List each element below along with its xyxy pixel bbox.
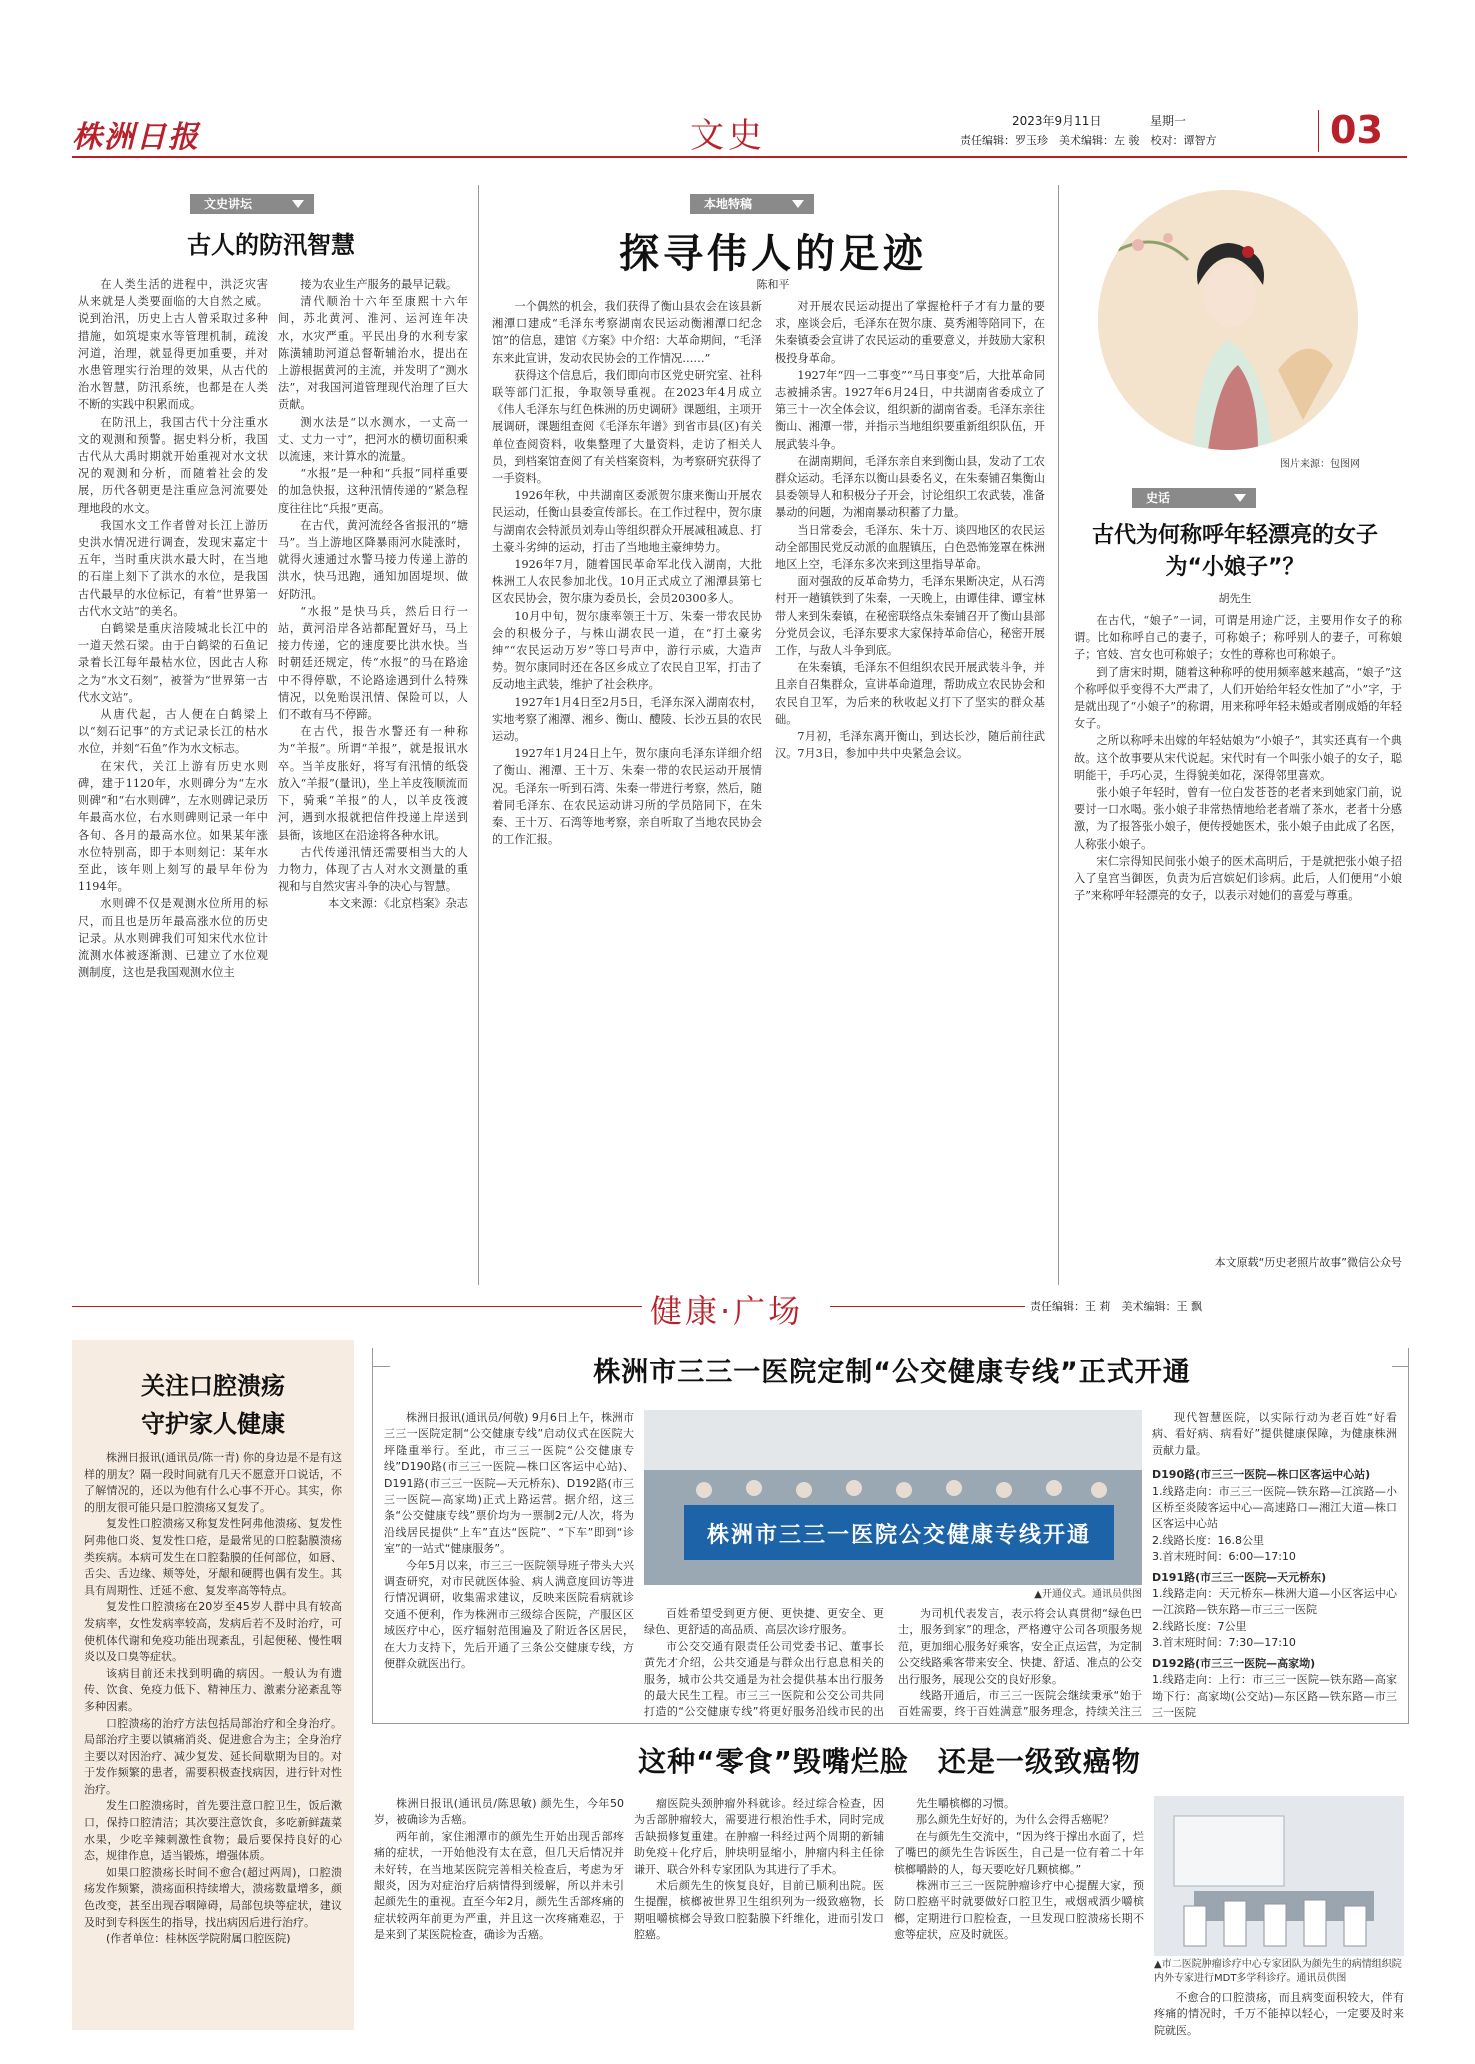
- right-article-body: 在古代，“娘子”一词，可谓是用途广泛，主要用作女子的称谓。比如称呼自己的妻子，可称娘子；称呼别人的妻子，可称娘子；官妓、宫女也可称娘子；女性的尊称也可称娘子。 到了唐宋时期，随着这种称呼的使用频率越来越高，“娘子”这个称呼似乎变得不大严肃了，人们开始给年轻女性加了“小”字，于是就出现了“小娘子”的称谓，用来称呼年轻未婚或者刚成婚的年轻女子。 之所以称呼未出嫁的年轻姑娘为“小娘子”，其实还真有一个典故。这个故事要从宋代说起。宋代时有一个叫张小娘子的女子，聪明能干，手巧心灵，生得貌美如花，深得邻里喜欢。 张小娘子年轻时，曾有一位白发苍苍的老者来到她家门前，说要讨一口水喝。张小娘子非常热情地给老者端了茶水，老者十分感激，为了报答张小娘子，便传授她医术，张小娘子由此成了名医，人称张小娘子。 宋仁宗得知民间张小娘子的医术高明后，于是就把张小娘子招入了皇宫当御医，负责为后宫嫔妃们诊病。此后，人们便用“小娘子”来称呼年轻漂亮的女子，以表示对她们的喜爱与尊重。: [1074, 614, 1402, 903]
- route-name: D190路(市三三一医院—株口区客运中心站): [1152, 1468, 1371, 1482]
- bus-article-col3: 为司机代表发言，表示将会认真贯彻“绿色巴士，服务到家”的理念，严格遵守公司各项服务规范，更加细心服务好乘客，安全正点运营，为定制公交线路乘客带来安全、快捷、舒适、准点的公交出行服务，展现公交的良好形象。 线路开通后，市三三一医院会继续秉承“始于百姓需要，终于百姓满意”服务理念，持续关注三: [898, 1607, 1142, 1718]
- route-length: 2.线路长度：16.8公里: [1152, 1533, 1264, 1547]
- ancient-lady-image: [1098, 190, 1358, 450]
- center-article-col2: 对开展农民运动提出了掌握枪杆子才有力量的要求，座谈会后，毛泽东在贺尔康、莫秀湘等陪同下，在朱秦镇委会宣讲了农民运动的重要意义，并鼓励大家积极投身革命。 1927年“四一二事变”“马日事变”后，大批革命同志被捕杀害。1927年6月24日，中共湖南省委成立了第三十一次全体会议，组织新的湖南省委。毛泽东亲往衡山、湘潭一带，并指示当地组织要重新组织队伍，开展武装斗争。 在湖南期间，毛泽东亲自来到衡山县，发动了工农群众运动。毛泽东以衡山县委名义，在朱秦铺召集衡山县委领导人和积极分子开会，讨论组织工农武装，准备暴动的问题，为湘南暴动积蓄了力量。 当日常委会，毛泽东、朱十万、谈四地区的农民运动全部围民党反动派的血腥镇压，白色恐怖笼罩在株洲地区上空，毛泽东多次来到这里指导革命。 面对强敌的反革命势力，毛泽东果断决定，从石湾村开一趟镇铁到了朱秦，一天晚上，由谭佳律、谭宝林带人来到朱秦镇，在秘密联络点朱秦铺召开了衡山县部分党员会议，毛泽东要求大家保持革命信心，秘密开展工作，与敌人斗争到底。 在朱秦镇，毛泽东不但组织农民开展武装斗争，并且亲自召集群众，宣讲革命道理，帮助成立农民协会和农民自卫军，为后来的秋收起义打下了坚实的群众基础。 7月初，毛泽东离开衡山，到达长沙，随后前往武汉。7月3日，参加中共中央紧急会议。: [775, 300, 1045, 761]
- left-article-col2: 接为农业生产服务的最早记载。 清代顺治十六年至康熙十六年间，苏北黄河、淮河、运河连年决水，水灾严重。平民出身的水利专家陈潢辅助河道总督靳辅治水，提出在上游根据黄河的主流，并发明了“测水法”，对我国河道管理现代治理了巨大贡献。 测水法是“以水测水，一丈高一丈、丈力一寸”，把河水的横切面积乘以流速，来计算水的流量。 “水报”是一种和“兵报”同样重要的加急快报，这种汛情传递的“紧急程度往往比“兵报”更高。 在古代，黄河流经各省报汛的“塘马”。当上游地区降暴雨河水陡涨时，就得火速通过水警马接力传递上游的洪水，快马迅跑，通知加固堤坝、做好防汛。 “水报”是快马兵，然后日行一站，黄河沿岸各站都配置好马，马上接力传递，它的速度要比洪水快。当时朝廷还规定，传“水报”的马在路途中不得停歇，不论路途遇到什么特殊情况，以免贻误汛情、保险可以，人们不敢有马不停蹄。 在古代，报告水警还有一种称为“羊报”。所谓“羊报”，就是报讯水卒。当羊皮胀好，将写有汛情的纸袋放入“羊报”(量讯)，坐上羊皮筏顺流而下，骑乘“羊报”的人，以羊皮筏渡河，遇到水报就把信件投递上岸送到县衙，该地区在沿途将各种水讯。 古代传递汛情还需要相当大的人力物力，体现了古人对水文测量的重视和与自然灾害斗争的决心与智慧。 本文来源：《北京档案》杂志: [278, 278, 468, 911]
- masthead: [0, 0, 1475, 160]
- left-article-title: 古人的防汛智慧: [187, 231, 355, 259]
- masthead-editors: 责任编辑：罗玉珍 美术编辑：左 骏 校对：谭智方: [960, 134, 1217, 147]
- bus-article-col1: 株洲日报讯(通讯员/何敬) 9月6日上午，株洲市三三一医院定制“公交健康专线”启动仪式在医院大坪隆重举行。至此，市三三一医院“公交健康专线”D190路(市三三一医院—株口区客运中心站)、D191路(市三三一医院—天元桥东)、D192路(市三三一医院—高家坳)正式上路运营。据介绍，这三条“公交健康专线”票价均为一票制2元/人次，将为沿线居民提供“上车”直达“医院”、“下车”即到“诊室”的一站式“健康服务”。 今年5月以来，市三三一医院领导班子带头大兴调查研究，对市民就医体验、病人满意度回访等进行情况调研，收集需求建议，反映来医院看病就诊交通不便利，作为株洲市三级综合医院，产服区区域医疗中心，医疗辐射范围遍及了附近各区居民，在大力支持下，先后开通了三条公交健康专线，方便群众就医出行。: [384, 1411, 634, 1671]
- route-d192: [1152, 1656, 1397, 1718]
- right-article-title: 古代为何称呼年轻漂亮的女子为“小娘子”？: [1091, 523, 1378, 580]
- lady-illustration: [1098, 190, 1358, 450]
- snack-article-col2: 瘤医院头颈肿瘤外科就诊。经过综合检查，因为舌部肿瘤较大，需要进行根治性手术，同时完成舌缺损修复重建。在肿瘤一科经过两个周期的新辅助免疫＋化疗后，肿块明显缩小，肿瘤内科主任徐谦开、联合外科专家团队为其进行了手术。 术后颜先生的恢复良好，目前已顺利出院。医生提醒，槟榔被世界卫生组织列为一级致癌物，长期咀嚼槟榔会导致口腔黏膜下纤维化，进而引发口腔癌。: [634, 1797, 884, 1942]
- route-d191: [1152, 1570, 1397, 1652]
- section-tag-bendi-tegao: 本地特稿: [690, 194, 814, 214]
- page-number: 03: [1330, 108, 1383, 152]
- oral-article-title-line1: 关注口腔溃疡: [141, 1372, 285, 1400]
- right-article-source: 本文原载“历史老照片故事”微信公众号: [1214, 1256, 1402, 1269]
- section-title: 文史: [690, 116, 766, 156]
- photo-banner-text: 株洲市三三一医院公交健康专线开通: [706, 1523, 1091, 1548]
- route-name: D191路(市三三一医院—天元桥东): [1152, 1570, 1327, 1584]
- snack-article-col4: 不愈合的口腔溃疡，而且病变面积较大，伴有疼痛的情况时，千万不能掉以轻心，一定要及时来院就医。: [1154, 1991, 1404, 2037]
- route-time: 3.首末班时间：6:00—17:10: [1152, 1550, 1296, 1564]
- right-article-author: 胡先生: [1218, 592, 1252, 605]
- image-source-caption: 图片来源：包图网: [1280, 459, 1360, 470]
- left-article-col1: 在人类生活的进程中，洪泛灾害从来就是人类要面临的大自然之威。说到治汛，历史上古人曾采取过多种措施，如筑堤束水等管理机制，疏浚河道，治理，就显得更加重要，并对水患管理实行治理的效果，从古代的治水智慧，防汛系统，也都是在人类不断的实践中积累而成。 在防汛上，我国古代十分注重水文的观测和预警。据史料分析，我国古代从大禹时期就开始重视对水文状况的观测和分析，而随着社会的发展，历代各朝更是注重应急河流要处理地段的水文。 我国水文工作者曾对长江上游历史洪水情况进行调查，发现宋嘉定十五年，当时重庆洪水最大时，在当地的石崖上刻下了洪水的水位，是我国古代最早的水位标记，有着“世界第一古代水文站”的美名。 白鹤梁是重庆涪陵城北长江中的一道天然石梁。由于白鹤梁的石鱼记录着长江每年最枯水位，因此古人称之为“水文石刻”，被誉为“世界第一古代水文站”。 从唐代起，古人便在白鹤梁上以“刻石记事”的方式记录长江的枯水水位，并刻“石鱼”作为水文标志。 在宋代，关江上游有历史水则碑，建于1120年，水则碑分为“左水则碑”和“右水则碑”，左水则碑记录历年最高水位，右水则碑则记录一年中各旬、各月的最高水位。如果某年涨水位特别高，即于本则刻记：某年水至此，该年则上刻写的最早年份为1194年。 水则碑不仅是观测水位所用的标尺，而且也是历年最高涨水位的历史记录。从水则碑我们可知宋代水位计流测水体被逐渐测、已建立了水位观测制度，这也是我国观测水位主: [78, 278, 268, 980]
- route-stops: 1.线路走向：天元桥东—株洲大道—小区客运中心—江滨路—铁东路—市三三一医院: [1152, 1587, 1397, 1617]
- mdt-photo-caption: ▲市二医院肿瘤诊疗中心专家团队为颜先生的病情组织院内外专家进行MDT多学科诊疗。通讯员供图: [1154, 1959, 1402, 1984]
- center-article-author: 陈和平: [756, 278, 790, 291]
- bus-article-col4: 现代智慧医院，以实际行动为老百姓“好看病、看好病、病看好”提供健康保障，为健康株洲贡献力量。 D190路(市三三一医院—株口区客运中心站) 1.线路走向：市三三一医院—铁东路—江滨路—小区桥至炎陵客运中心—高速路口—湘江大道—株口区客运中心站 2.线路长度：16.8公里 3.首末班时间：6:00—17:10 D191路(市三三一医院—天元桥东) 1.线路走向：天元桥东—株洲大道—小区客运中心—江滨路—铁东路—市三三一医院 2.线路长度：7公里 3.首末班时间：7:30—17:10 D192路(市三三一医院—高家坳) 1.线路走向：上行：市三三一医院—铁东路—高家坳下行：高家坳(公交站)—东区路—铁东路—市三三一医院: [1152, 1410, 1397, 1718]
- mdt-consultation-photo: [1154, 1796, 1404, 1956]
- center-article-col1: 一个偶然的机会，我们获得了衡山县农会在该县新湘潭口建成“毛泽东考察湖南农民运动衡湘潭口纪念馆”的信息，建馆《方案》中介绍：大革命期间，“毛泽东来此宣讲，发动农民协会的工作情况……” 获得这个信息后，我们即向市区党史研究室、社科联等部门汇报，争取领导重视。在2023年4月成立《伟人毛泽东与红色株洲的历史调研》课题组，主项开展调研，课题组查阅《毛泽东年谱》到省市县(区)有关单位查阅资料，收集整理了大量资料，走访了相关人员，到档案馆查阅了有关档案资料，为考察研究获得了一手资料。 1926年秋，中共湖南区委派贺尔康来衡山开展农民运动，任衡山县委宣传部长。在工作过程中，贺尔康与湖南农会特派员刘寿山等组织群众开展减租减息、打土豪斗劣绅的运动，打击了当地地主豪绅势力。 1926年7月，随着国民革命军北伐入湖南，大批株洲工人农民参加北伐。10月正式成立了湘潭县第七区农民协会，贺尔康为委员长，会员20300多人。 10月中旬，贺尔康率领王十万、朱秦一带农民协会的积极分子，与株山湖农民一道，在“打土豪劣绅”“农民运动万岁”等口号声中，游行示威，大造声势。贺尔康同时还在各区乡成立了农民自卫军，打击了反动地主武装，维护了社会秩序。 1927年1月4日至2月5日，毛泽东深入湖南农村，实地考察了湘潭、湘乡、衡山、醴陵、长沙五县的农民运动。 1927年1月24日上午，贺尔康向毛泽东详细介绍了衡山、湘潭、王十万、朱秦一带的农民运动开展情况。毛泽东一听到石湾、朱秦一带进行考察，然后，随着同毛泽东、在农民运动讲习所的学员陪同下，在朱秦、王十万、石湾等地考察，亲自听取了当地农民协会的工作汇报。: [492, 300, 762, 847]
- center-article-title: 探寻伟人的足迹: [619, 231, 927, 277]
- snack-article-col1: 株洲日报讯(通讯员/陈思敏) 颜先生，今年50岁，被确诊为舌癌。 两年前，家住湘潭市的颜先生开始出现舌部疼痛的症状，一开始他没有太在意，但几天后情况并未好转，在当地某医院完善相关检查后，考虑为牙龈炎，因为对症治疗后病情得到缓解，所以并未引起颜先生的重视。直至今年2月，颜先生舌部疼痛的症状较两年前更为严重，并且这一次疼痛难忍，于是来到了某医院检查，确诊为舌癌。: [374, 1797, 624, 1942]
- ceremony-photo: [644, 1410, 1142, 1585]
- bus-photo-caption: ▲开通仪式。通讯员供图: [1034, 1589, 1142, 1600]
- masthead-weekday: 星期一: [1150, 114, 1187, 128]
- route-stops: 1.线路走向：市三三一医院—铁东路—江滨路—小区桥至炎陵客运中心—高速路口—湘江大道—株口区客运中心站: [1152, 1484, 1397, 1531]
- section-tag-shihua: 史话: [1132, 488, 1256, 508]
- bus-article-title: 株洲市三三一医院定制“公交健康专线”正式开通: [593, 1357, 1191, 1388]
- route-name: D192路(市三三一医院—高家坳): [1152, 1656, 1316, 1670]
- snack-article-title: 这种“零食”毁嘴烂脸 还是一级致癌物: [638, 1745, 1141, 1778]
- oral-article-body: 株洲日报讯(通讯员/陈一青) 你的身边是不是有这样的朋友？隔一段时间就有几天不愿意开口说话，不了解情况的，还以为他有什么心事不开心。其实，你的朋友很可能只是口腔溃疡又复发了。 复发性口腔溃疡又称复发性阿弗他溃疡、复发性阿弗他口炎、复发性口疮，是最常见的口腔黏膜溃疡类疾病。本病可发生在口腔黏膜的任何部位，如唇、舌尖、舌边缘、颊等处，牙龈和硬腭也偶有发生。其具有周期性、迁延不愈、复发率高等特点。 复发性口腔溃疡在20岁至45岁人群中具有较高发病率，女性发病率较高，发病后若不及时治疗，可使机体代谢和免疫功能出现紊乱，引起便秘、慢性咽炎以及口臭等症状。 该病目前还未找到明确的病因。一般认为有遗传、饮食、免疫力低下、精神压力、激素分泌紊乱等多种因素。 口腔溃疡的治疗方法包括局部治疗和全身治疗。局部治疗主要以镇痛消炎、促进愈合为主；全身治疗主要以对因治疗、减少复发、延长间歇期为目的。对于发作频繁的患者，需要积极查找病因，进行针对性治疗。 发生口腔溃疡时，首先要注意口腔卫生，饭后漱口，保持口腔清洁；其次要注意饮食，多吃新鲜蔬菜水果，少吃辛辣刺激性食物；最后要保持良好的心态，规律作息，适当锻炼，增强体质。 如果口腔溃疡长时间不愈合(超过两周)，口腔溃疡发作频繁，溃疡面积持续增大，溃疡数量增多，颜色改变，甚至出现吞咽障碍，局部包块等症状，建议及时到专科医生的指导，找出病因后进行治疗。 (作者单位：桂林医学院附属口腔医院): [84, 1451, 342, 1946]
- section-tag-wenshi-jiangtan: 文史讲坛: [190, 194, 314, 214]
- bus-article-col2: 百姓希望受到更方便、更快捷、更安全、更绿色、更舒适的高品质、高层次诊疗服务。 市公交交通有限责任公司党委书记、董事长黄先才介绍，公共交通是与群众出行息息相关的服务，城市公共交通是为社会提供基本出行服务的最大民生工程。市三三一医院和公交公司共同打造的“公交健康专线”将更好服务沿线市民的出: [644, 1607, 884, 1718]
- route-length: 2.线路长度：7公里: [1152, 1619, 1247, 1633]
- route-time: 3.首末班时间：7:30—17:10: [1152, 1636, 1296, 1650]
- bus-opening-photo: [644, 1410, 1142, 1585]
- doctors-meeting-image: [1154, 1796, 1404, 1956]
- masthead-date: 2023年9月11日: [1012, 114, 1102, 128]
- health-section-editors: 责任编辑：王 莉 美术编辑：王 飘: [1030, 1300, 1202, 1313]
- route-d190: [1152, 1467, 1397, 1565]
- oral-article-title-line2: 守护家人健康: [141, 1410, 285, 1438]
- snack-article-col3: 先生嚼槟榔的习惯。 那么颜先生好好的，为什么会得舌癌呢？ 在与颜先生交流中，“因为终于撑出水面了，烂了嘴巴的颜先生告诉医生，自己是一位有着二十年槟榔嚼龄的人，每天要吃好几颗槟榔。” 株洲市三三一医院肿瘤诊疗中心提醒大家，预防口腔癌平时就要做好口腔卫生，戒烟戒酒少嚼槟榔，定期进行口腔检查，一旦发现口腔溃疡长期不愈等症状，应及时就医。: [894, 1797, 1144, 1942]
- route-stops: 1.线路走向：上行：市三三一医院—铁东路—高家坳下行：高家坳(公交站)—东区路—铁东路—市三三一医院: [1152, 1673, 1397, 1718]
- newspaper-logo: 株洲日报: [72, 120, 200, 155]
- health-section-title: 健康·广场: [650, 1292, 804, 1330]
